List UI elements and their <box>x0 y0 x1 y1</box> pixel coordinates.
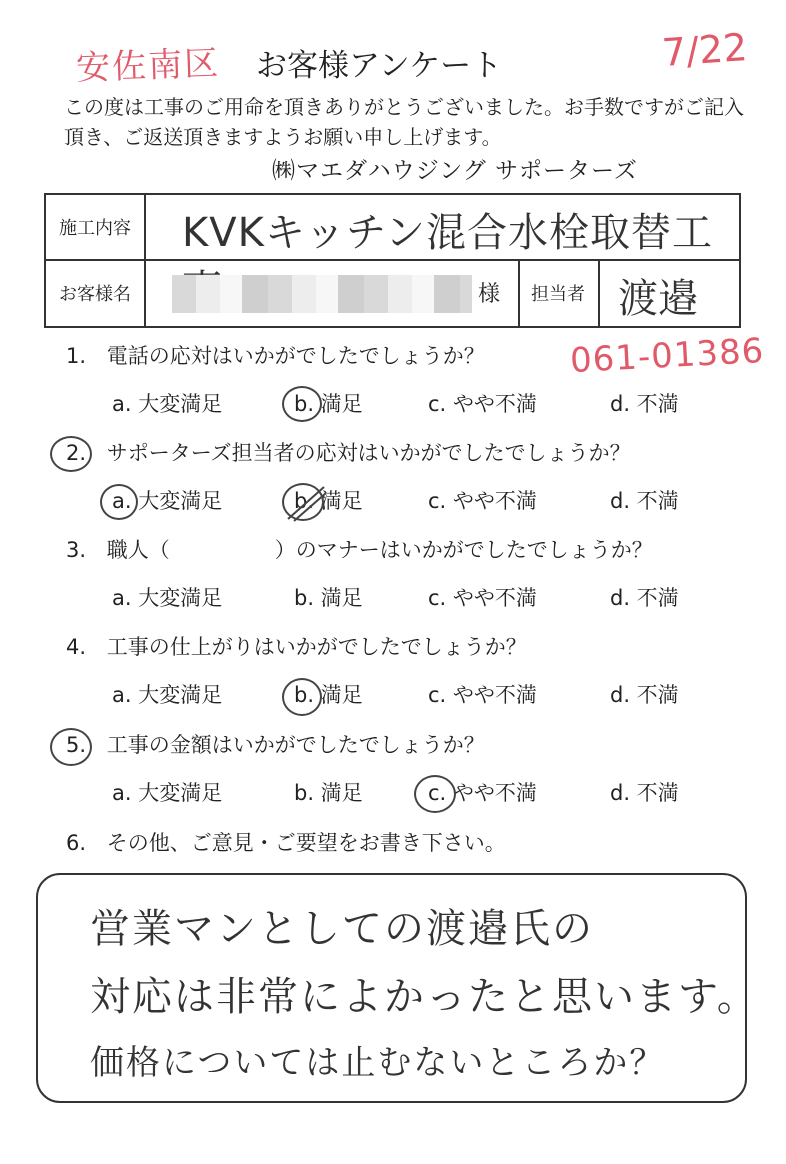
comment-line: 営業マンとしての渡邉氏の <box>90 906 594 952</box>
q1-option-d[interactable]: d. 不満 <box>610 392 679 416</box>
question-text: 工事の金額はいかがでしたでしょうか？ <box>106 733 485 757</box>
customer-name-redacted <box>172 275 472 313</box>
question-number: 5. <box>66 733 87 757</box>
comment-line: 価格については止むないところか？ <box>90 1043 666 1083</box>
question-number: 3. <box>66 538 87 562</box>
comment-box[interactable] <box>36 873 759 1103</box>
q4-option-c[interactable]: c. やや不満 <box>428 683 537 707</box>
q1-option-c[interactable]: c. やや不満 <box>428 392 537 416</box>
date-handwritten: 7/22 <box>660 25 749 75</box>
q5-option-d[interactable]: d. 不満 <box>610 781 679 805</box>
work-value[interactable]: KVKキッチン混合水栓取替工 <box>182 210 714 256</box>
q4-option-b[interactable]: b. 満足 <box>294 683 363 707</box>
question-number: 1. <box>66 344 87 368</box>
question-text: 工事の仕上がりはいかがでしたでしょうか？ <box>106 635 527 659</box>
q2-option-a[interactable]: a. 大変満足 <box>112 489 223 513</box>
q5-number-circle <box>50 728 92 766</box>
question-2 <box>66 437 631 467</box>
work-label: 施工内容 <box>59 218 131 239</box>
staff-label: 担当者 <box>531 283 585 305</box>
question-text: サポーターズ担当者の応対はいかがでしたでしょうか？ <box>106 441 631 465</box>
q4-selection-circle <box>282 678 322 716</box>
question-text: 電話の応対はいかがでしたでしょうか？ <box>106 344 485 368</box>
intro-text: この度は工事のご用命を頂きありがとうございました。お手数ですがご記入頂き、ご返送頂きますようお願い申し上げます。 <box>64 95 744 149</box>
customer-label: お客様名 <box>59 283 131 305</box>
question-4 <box>66 631 527 661</box>
q4-option-a[interactable]: a. 大変満足 <box>112 683 223 707</box>
q5-option-b[interactable]: b. 満足 <box>294 781 363 805</box>
question-text: 職人（ ）のマナーはいかがでしたでしょうか？ <box>106 538 653 562</box>
q3-option-b[interactable]: b. 満足 <box>294 586 363 610</box>
company-name: ㈱マエダハウジング サポーターズ <box>272 158 638 184</box>
table-col-divider <box>144 195 146 326</box>
phone-number-handwritten: 061-01386 <box>569 330 766 382</box>
question-5 <box>66 729 485 759</box>
comment-line: 対応は非常によかったと思います。 <box>90 974 759 1020</box>
question-3 <box>66 534 653 564</box>
question-number: 2. <box>66 441 87 465</box>
staff-value[interactable]: 渡邉 <box>618 276 698 322</box>
q1-option-a[interactable]: a. 大変満足 <box>112 392 223 416</box>
question-number: 4. <box>66 635 87 659</box>
info-table <box>44 193 741 328</box>
q4-option-d[interactable]: d. 不満 <box>610 683 679 707</box>
q2-option-b[interactable]: b. 満足 <box>294 489 363 513</box>
q1-option-b[interactable]: b. 満足 <box>294 392 363 416</box>
q2-selection-circle <box>100 484 138 520</box>
q2-number-circle <box>50 436 92 472</box>
honorific-label: 様 <box>477 282 500 307</box>
question-text: その他、ご意見・ご要望をお書き下さい。 <box>106 831 506 855</box>
ward-handwritten: 安佐南区 <box>75 43 221 89</box>
q3-option-d[interactable]: d. 不満 <box>610 586 679 610</box>
question-number: 6. <box>66 831 87 855</box>
q5-option-c[interactable]: c. やや不満 <box>428 781 537 805</box>
q1-selection-circle <box>282 386 322 422</box>
q2-option-d[interactable]: d. 不満 <box>610 489 679 513</box>
q5-option-a[interactable]: a. 大変満足 <box>112 781 223 805</box>
question-1 <box>66 340 485 370</box>
page-title: お客様アンケート <box>256 48 503 84</box>
q3-option-c[interactable]: c. やや不満 <box>428 586 537 610</box>
question-6 <box>66 827 506 857</box>
q5-selection-circle <box>414 775 456 813</box>
strike-mark-icon <box>284 483 328 523</box>
q3-option-a[interactable]: a. 大変満足 <box>112 586 223 610</box>
q2-option-c[interactable]: c. やや不満 <box>428 489 537 513</box>
